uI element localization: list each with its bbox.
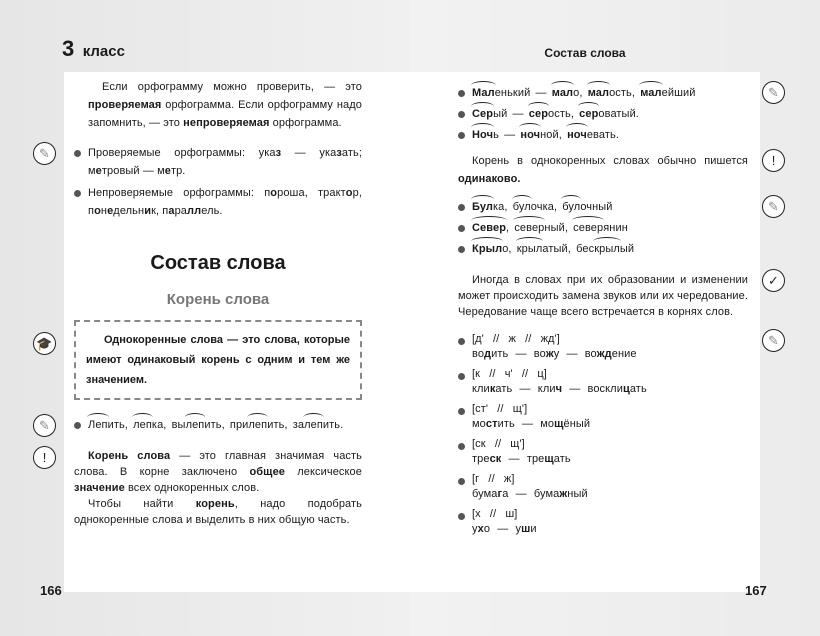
sound-alternation: [г // ж]	[472, 473, 515, 485]
text-run: лексическое	[285, 466, 362, 478]
page-header	[62, 36, 125, 62]
text-run: ш	[521, 523, 531, 535]
word-root: Крыл	[472, 240, 502, 258]
text-run: е	[164, 165, 171, 177]
pencil-icon: ✎	[33, 414, 56, 437]
exclamation-icon: !	[762, 149, 785, 172]
text-run: з	[275, 147, 282, 159]
word-root: Мал	[472, 84, 495, 102]
word-root: леп	[304, 416, 323, 434]
text-run: Если орфограмму можно проверить, — это	[102, 81, 362, 93]
text-run: н	[100, 205, 108, 217]
bullet-bulka	[458, 198, 748, 216]
grade-number: 3	[62, 36, 75, 61]
word-root: крыл	[517, 240, 543, 258]
word-root: Бул	[472, 198, 493, 216]
word-root: крыл	[594, 240, 620, 258]
intro-paragraph	[74, 78, 362, 132]
text-run: и	[530, 523, 537, 535]
word-root: мал	[588, 84, 609, 102]
text-run: о	[270, 187, 278, 199]
alternation-item	[458, 437, 748, 467]
alternation-item	[458, 472, 748, 502]
word-root: бул	[562, 198, 580, 216]
text-run: ст	[485, 418, 498, 430]
text-run: ный	[567, 488, 588, 500]
text-run: ить — мо	[497, 418, 555, 430]
text-run: во	[472, 348, 485, 360]
text-run: г	[497, 488, 503, 500]
find-root-paragraph	[74, 496, 362, 528]
text-run: очка,	[530, 201, 563, 213]
text-run: проверяемая	[88, 99, 162, 111]
word-root: ноч	[567, 126, 587, 144]
word-root: Север	[472, 219, 506, 237]
text-run: ать; м	[88, 147, 363, 177]
text-run: о,	[502, 243, 517, 255]
pencil-icon: ✎	[762, 329, 785, 352]
page-number: 167	[745, 583, 767, 598]
text-run: ч	[555, 383, 563, 395]
pencil-icon: ✎	[762, 81, 785, 104]
section-title: Состав слова	[150, 252, 286, 274]
alternation-example	[472, 347, 748, 362]
word-root: леп	[186, 416, 205, 434]
text-run: е	[95, 165, 102, 177]
alternation-item	[458, 367, 748, 397]
text-run: роша, тракт	[277, 187, 346, 199]
text-run: значение	[74, 482, 125, 494]
text-run: к	[489, 383, 496, 395]
text-run: тре	[472, 453, 490, 465]
text-run: янин	[603, 222, 628, 234]
text-run: ной,	[540, 129, 568, 141]
text-run: Проверяемые орфограммы: ука	[88, 147, 276, 159]
text-run: и	[144, 205, 152, 217]
sound-alternation: [ст' // щ']	[472, 403, 528, 415]
text-run: ить.	[322, 419, 344, 431]
text-run: одинаково.	[458, 173, 521, 185]
root-definition-paragraph	[74, 448, 362, 496]
page-header: Состав слова	[544, 46, 626, 60]
subsection-title: Корень слова	[166, 291, 270, 308]
text-run: — тре	[501, 453, 545, 465]
text-run: е	[107, 205, 114, 217]
bullet-checkable	[74, 144, 362, 180]
text-run: бума	[472, 488, 498, 500]
text-run: ый —	[493, 108, 529, 120]
alternation-example	[472, 487, 748, 502]
alternation-item	[458, 402, 748, 432]
text-run: всех однокоренных слов.	[124, 482, 260, 494]
text-run: д	[484, 348, 492, 360]
grade-label: класс	[82, 43, 125, 60]
page-number: 166	[40, 583, 62, 598]
text-run: щ	[544, 453, 554, 465]
text-run: — это главная значимая часть слова. В корне заключено	[74, 450, 362, 478]
text-run: очный	[580, 201, 613, 213]
text-run: к, п	[151, 205, 169, 217]
text-run: з	[336, 147, 342, 159]
text-run: о — у	[483, 523, 522, 535]
sound-alternation: [д' // ж // жд']	[472, 333, 560, 345]
word-root: мал	[552, 84, 573, 102]
word-root: ноч	[520, 126, 540, 144]
text-run: ать	[553, 453, 571, 465]
text-run: орфограмма. Если орфограмму надо запомнить, — это	[88, 99, 362, 129]
word-root: сер	[529, 105, 548, 123]
bullet-noch	[458, 126, 748, 144]
word-root: бул	[513, 198, 531, 216]
word-root: Сер	[472, 105, 493, 123]
right-page	[410, 0, 820, 636]
text-run: ый	[619, 243, 635, 255]
text-run: — ука	[281, 147, 337, 159]
text-run: дельн	[113, 205, 145, 217]
text-run: непроверяемая	[183, 117, 270, 129]
bullet-sever	[458, 219, 748, 237]
word-root: леп	[133, 416, 152, 434]
root-same-spelling-paragraph	[458, 152, 748, 188]
bullet-krylo	[458, 240, 748, 258]
word-root: север	[514, 219, 544, 237]
text-run: ка,	[493, 201, 513, 213]
bullet-seryy	[458, 105, 748, 123]
alternation-list	[458, 332, 748, 537]
pencil-icon: ✎	[33, 142, 56, 165]
text-run: мо	[472, 418, 486, 430]
alternation-item	[458, 332, 748, 362]
graduation-cap-icon: 🎓	[33, 332, 56, 355]
sound-alternation: [к // ч' // ц]	[472, 368, 547, 380]
word-root: Леп	[88, 416, 108, 434]
text-run: ка, вы	[151, 419, 186, 431]
text-run: о,	[573, 87, 588, 99]
word-root: леп	[248, 416, 267, 434]
text-run: ить — во	[491, 348, 546, 360]
alternation-item	[458, 507, 748, 537]
text-run: ать	[629, 383, 647, 395]
bullet-lepit	[74, 416, 362, 434]
text-run: , надо подобрать однокоренные слова и выделить в них общую часть.	[74, 498, 362, 526]
text-run: ра	[174, 205, 188, 217]
definition-box: Однокоренные слова — это слова, которые имеют одинаковый корень с одним и тем же значением.	[74, 320, 362, 400]
text-run: ость,	[548, 108, 580, 120]
checkmark-icon: ✓	[762, 269, 785, 292]
text-run: ёный	[563, 418, 591, 430]
text-run: ц	[622, 383, 630, 395]
bullet-malenkiy	[458, 84, 748, 102]
text-run: о	[345, 187, 353, 199]
text-run: а	[168, 205, 175, 217]
text-run: ж	[559, 488, 568, 500]
text-run: общее	[249, 466, 285, 478]
sound-alternation: [ск // щ']	[472, 438, 525, 450]
alternation-paragraph: Иногда в словах при их образовании и изменении может происходить замена звуков или их чередование. Чередование чаще всего встречается в корнях слов.	[458, 274, 748, 318]
alternation-example	[472, 382, 748, 397]
text-run: Чтобы найти	[88, 498, 196, 510]
text-run: р, п	[88, 187, 362, 217]
text-run: енький —	[494, 87, 552, 99]
text-run: — воскли	[562, 383, 623, 395]
text-run: лл	[187, 205, 202, 217]
text-run: ить,	[107, 419, 134, 431]
text-run: орфограмма.	[269, 117, 342, 129]
text-run: у — во	[553, 348, 597, 360]
text-run: ь —	[493, 129, 521, 141]
word-root: север	[573, 219, 603, 237]
text-run: х	[477, 523, 484, 535]
text-run: ейший	[661, 87, 696, 99]
text-run: тровый — м	[101, 165, 165, 177]
text-run: о	[94, 205, 101, 217]
word-root: мал	[640, 84, 661, 102]
pencil-icon: ✎	[762, 195, 785, 218]
text-run: ный,	[544, 222, 574, 234]
text-run: ,	[506, 222, 515, 234]
text-run: ость,	[609, 87, 641, 99]
bullet-uncheckable	[74, 184, 362, 220]
text-run: кли	[472, 383, 490, 395]
text-run: корень	[195, 498, 235, 510]
text-run: Непроверяемые орфограммы: п	[88, 187, 271, 199]
text-run: а — бума	[502, 488, 560, 500]
text-run: атый, бес	[542, 243, 595, 255]
text-run: ить, при	[204, 419, 249, 431]
text-run: евать.	[586, 129, 619, 141]
text-run: ать — кли	[495, 383, 556, 395]
text-run: ить, за	[267, 419, 305, 431]
text-run: Корень в однокоренных словах обычно пишется	[472, 155, 748, 167]
sound-alternation: [х // ш]	[472, 508, 518, 520]
text-run: тр.	[170, 165, 186, 177]
text-run: у	[472, 523, 478, 535]
alternation-example	[472, 522, 748, 537]
word-root: Ноч	[472, 126, 493, 144]
word-root: сер	[579, 105, 598, 123]
text-run: щ	[554, 418, 564, 430]
text-run: ель.	[201, 205, 223, 217]
exclamation-icon: !	[33, 446, 56, 469]
text-run: ение	[611, 348, 637, 360]
alternation-example	[472, 452, 748, 467]
text-run: оватый.	[598, 108, 639, 120]
text-run: жд	[596, 348, 612, 360]
text-run: Корень слова	[88, 450, 171, 462]
alternation-example	[472, 417, 748, 432]
text-run: ж	[545, 348, 554, 360]
text-run: ск	[489, 453, 502, 465]
